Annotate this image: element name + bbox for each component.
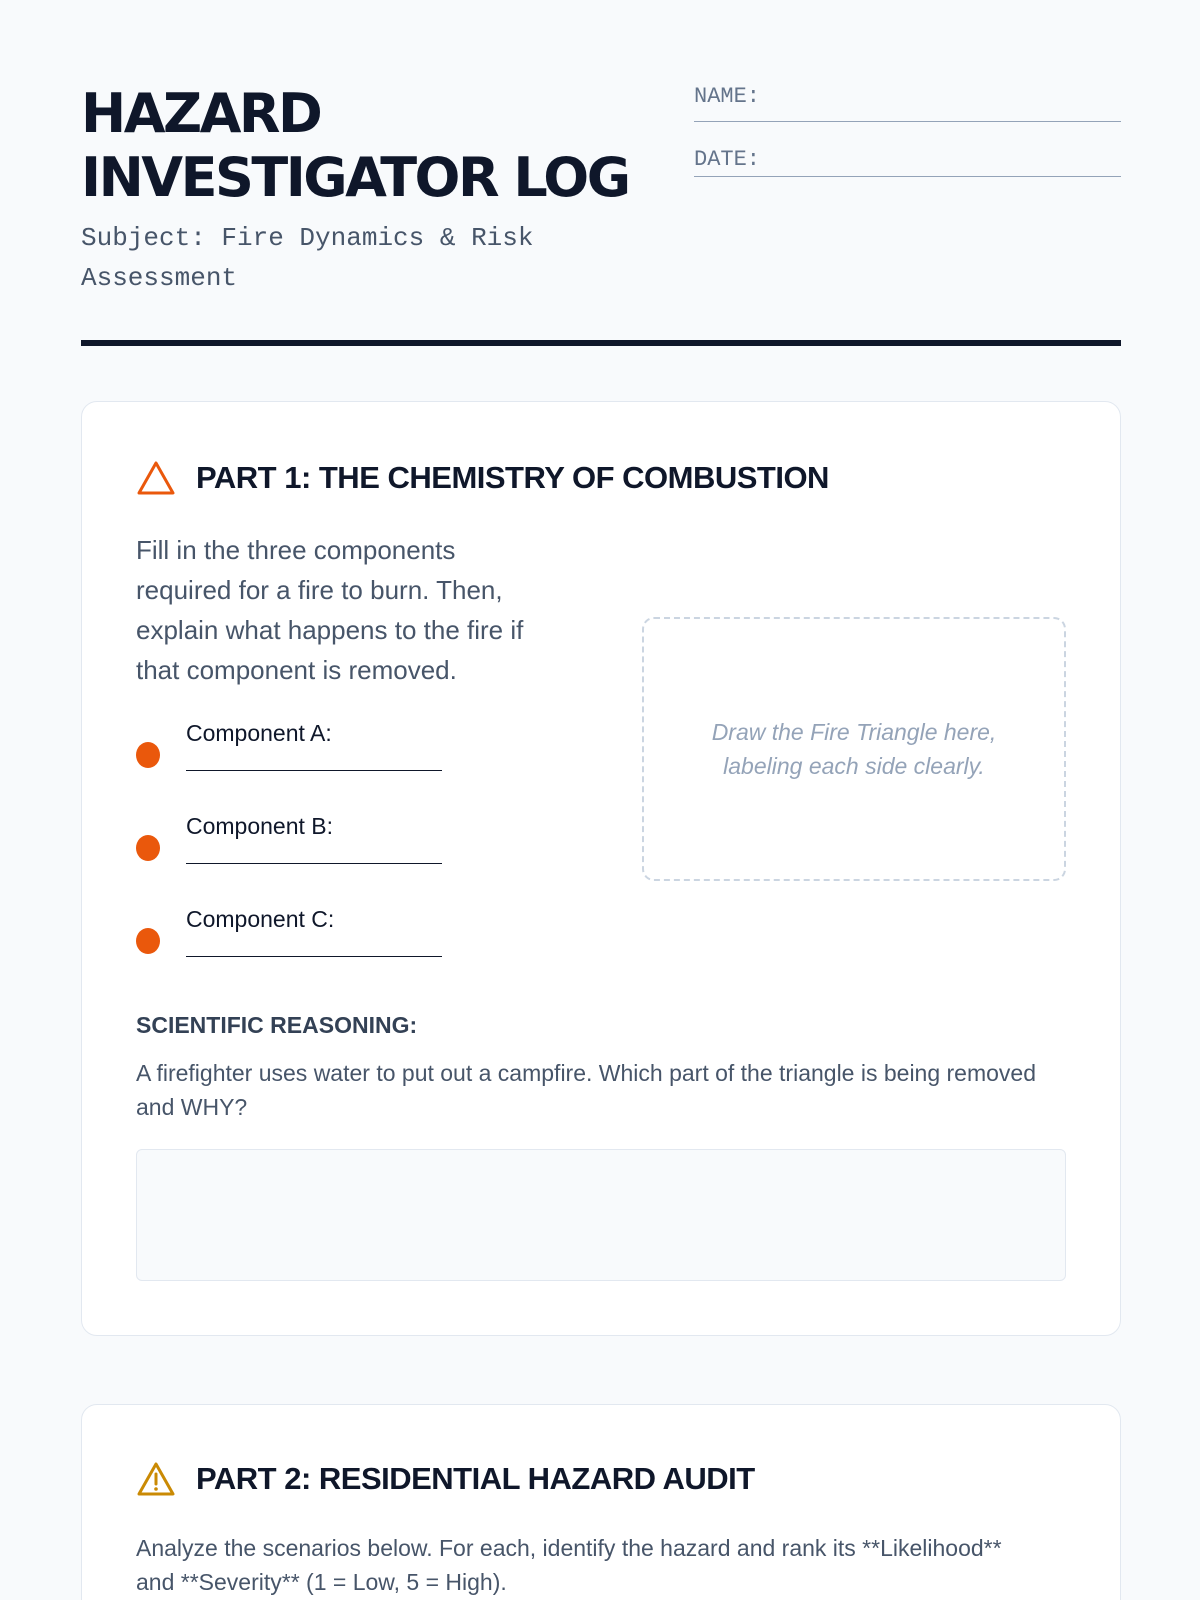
date-field[interactable] bbox=[694, 122, 1121, 177]
subject-line: Subject: Fire Dynamics & Risk Assessment bbox=[81, 223, 534, 293]
part-1-card bbox=[81, 401, 1121, 1336]
component-a-label: Component A: bbox=[186, 720, 332, 746]
bullet-dot bbox=[136, 928, 160, 954]
title-line-2: INVESTIGATOR LOG bbox=[81, 146, 629, 209]
warning-triangle-icon bbox=[136, 460, 176, 496]
part-1-instructions: Fill in the three components required for a fire to burn. Then, explain what happens to the fire if that component is removed. bbox=[136, 535, 524, 685]
header-divider bbox=[81, 340, 1121, 346]
component-b-label: Component B: bbox=[186, 813, 334, 839]
component-b-row bbox=[136, 811, 476, 881]
student-fields bbox=[694, 82, 1121, 177]
reasoning-question: A firefighter uses water to put out a campfire. Which part of the triangle is being removed and WHY? bbox=[136, 1060, 1037, 1120]
part-1-heading bbox=[136, 460, 829, 496]
drawing-prompt: Draw the Fire Triangle here, labeling each side clearly. bbox=[711, 719, 997, 779]
bullet-dot bbox=[136, 835, 160, 861]
fire-triangle-drawing-area[interactable] bbox=[642, 617, 1066, 881]
component-c-row bbox=[136, 904, 476, 974]
part-2-title: PART 2: RESIDENTIAL HAZARD AUDIT bbox=[196, 1461, 755, 1496]
date-label: DATE: bbox=[694, 147, 761, 172]
component-b-blank[interactable] bbox=[186, 863, 442, 864]
bullet-dot bbox=[136, 742, 160, 768]
part-2-heading bbox=[136, 1461, 755, 1497]
component-a-row bbox=[136, 718, 476, 788]
reasoning-answer-box[interactable] bbox=[136, 1149, 1066, 1281]
component-c-label: Component C: bbox=[186, 906, 335, 932]
reasoning-heading: SCIENTIFIC REASONING: bbox=[136, 1012, 418, 1038]
warning-exclamation-icon bbox=[136, 1461, 176, 1497]
part-2-instructions: Analyze the scenarios below. For each, identify the hazard and rank its **Likelihood** and **Severity** (1 = Low, 5 = High). bbox=[136, 1535, 1002, 1595]
component-c-blank[interactable] bbox=[186, 956, 442, 957]
name-field[interactable] bbox=[694, 82, 1121, 122]
page-header bbox=[81, 82, 1121, 298]
name-label: NAME: bbox=[694, 84, 761, 109]
title-line-1: HAZARD bbox=[81, 82, 321, 145]
part-2-card bbox=[81, 1404, 1121, 1600]
component-a-blank[interactable] bbox=[186, 770, 442, 771]
page-title bbox=[81, 82, 681, 210]
part-1-title: PART 1: THE CHEMISTRY OF COMBUSTION bbox=[196, 460, 829, 495]
